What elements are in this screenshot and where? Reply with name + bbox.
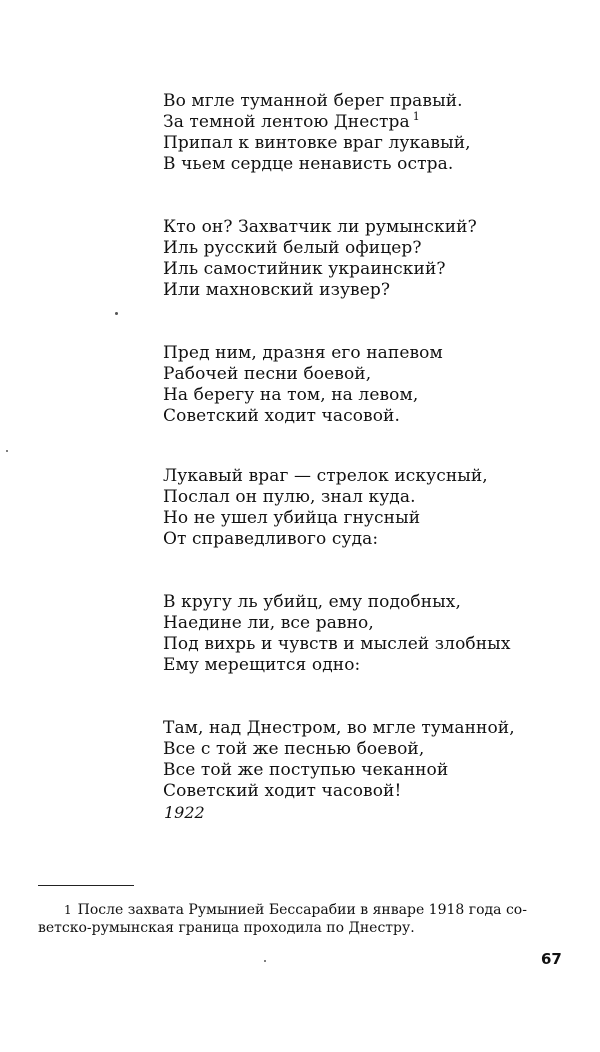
poem-line: Там, над Днестром, во мгле туманной, — [163, 718, 515, 738]
stanza-2 — [163, 217, 583, 301]
footnote-divider — [38, 885, 134, 886]
poem-line: Наедине ли, все равно, — [163, 613, 374, 633]
stanza-5 — [163, 592, 583, 676]
footnote-reference: 1 — [412, 110, 420, 124]
poem-line: Пред ним, дразня его напевом — [163, 343, 443, 363]
poem-line: Но не ушел убийца гнусный — [163, 508, 421, 528]
stanza-1 — [163, 91, 583, 175]
poem-line: Иль русский белый офицер? — [163, 238, 422, 258]
poem-line: Во мгле туманной берег правый. — [163, 91, 463, 111]
scan-speck — [264, 960, 266, 962]
poem-line: Припал к винтовке враг лукавый, — [163, 133, 471, 153]
scan-speck — [115, 312, 118, 315]
poem-line: Послал он пулю, знал куда. — [163, 487, 416, 507]
poem-line: От справедливого суда: — [163, 529, 379, 549]
poem — [163, 91, 583, 802]
poem-line: В кругу ль убийц, ему подобных, — [163, 592, 461, 612]
poem-line-with-footnote — [163, 112, 583, 133]
poem-line: Или махновский изувер? — [163, 280, 391, 300]
poem-line: Советский ходит часовой! — [163, 781, 402, 801]
stanza-6 — [163, 718, 583, 802]
poem-line: Все той же поступью чеканной — [163, 760, 449, 780]
poem-line: Ему мерещится одно: — [163, 655, 361, 675]
poem-line: В чьем сердце ненависть остра. — [163, 154, 454, 174]
footnote-line-2: ветско-румынская граница проходила по Днестру. — [38, 920, 415, 936]
poem-line: Рабочей песни боевой, — [163, 364, 372, 384]
poem-line: Лукавый враг — стрелок искусный, — [163, 466, 488, 486]
page-number: 67 — [541, 950, 562, 968]
poem-line: Все с той же песнью боевой, — [163, 739, 425, 759]
footnote-line-1 — [38, 901, 570, 919]
poem-line-text: За темной лентою Днестра — [163, 112, 410, 132]
footnote-marker: 1 — [64, 903, 72, 917]
poem-line: Советский ходит часовой. — [163, 406, 400, 426]
poem-line: На берегу на том, на левом, — [163, 385, 419, 405]
scan-speck — [6, 450, 8, 452]
poem-line: Кто он? Захватчик ли румынский? — [163, 217, 477, 237]
stanza-4 — [163, 466, 583, 550]
poem-line: Иль самостийник украинский? — [163, 259, 446, 279]
footnote-text-1: После захвата Румынией Бессарабии в январе 1918 года со- — [77, 902, 527, 918]
stanza-3 — [163, 343, 583, 427]
poem-line: Под вихрь и чувств и мыслей злобных — [163, 634, 511, 654]
footnote — [38, 901, 570, 937]
poem-year: 1922 — [164, 803, 205, 822]
